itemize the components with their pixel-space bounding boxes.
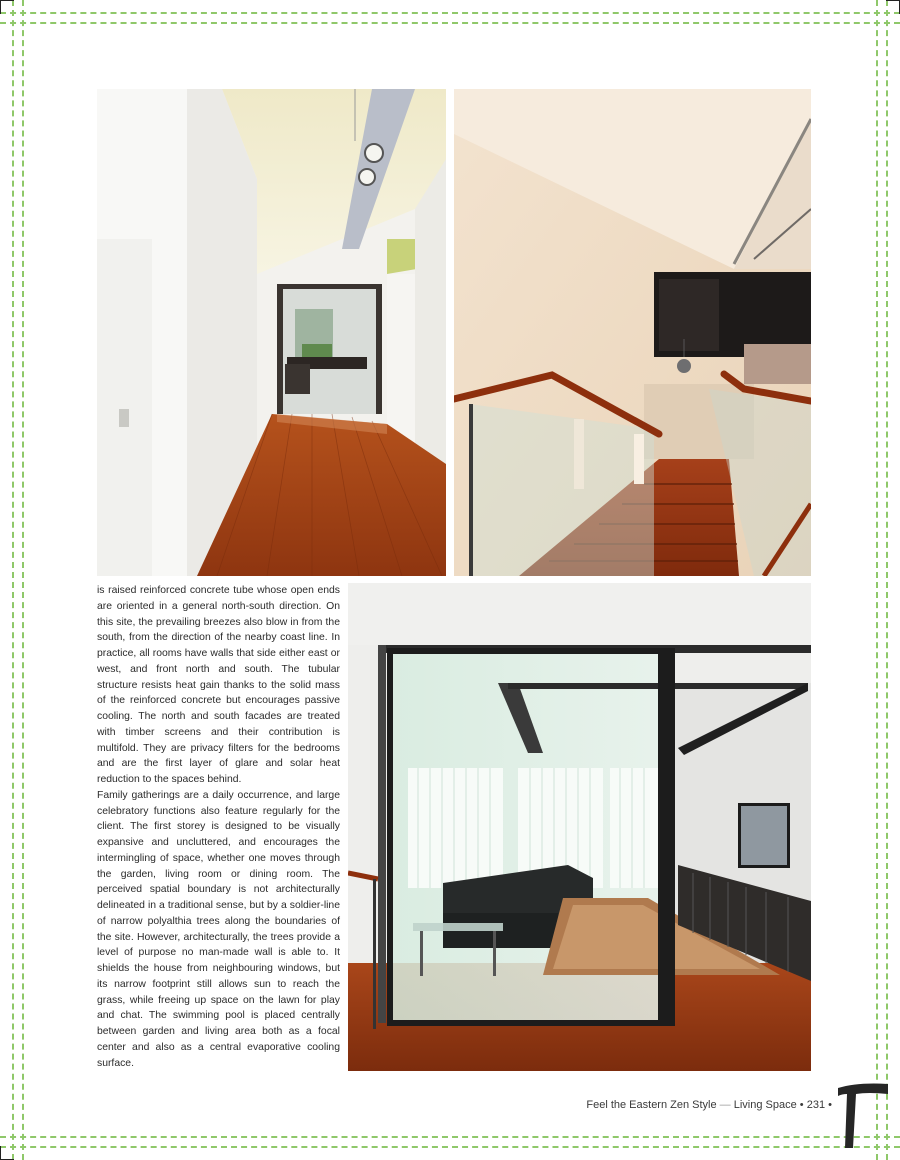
frame-right-outer [886, 0, 888, 1160]
frame-top-outer [0, 12, 900, 14]
footer-trailing-bullet: • [828, 1099, 832, 1111]
footer-section: Living Space [733, 1099, 797, 1111]
corridor-photo [97, 89, 446, 576]
frame-top-inner [0, 22, 900, 24]
staircase-photo [454, 89, 811, 576]
frame-right-inner [876, 0, 878, 1160]
article-paragraph: is raised reinforced concrete tube whose open ends are oriented in a general north-south direction. On this site, the prevailing breezes also blow in from the south, from the direction of the nearby coast line. In practice, all rooms have walls that side either east or west, and front north and south. The tubular structure resists heat gain thanks to the solid mass of the reinforced concrete but encourages passive cooling. The north and south facades are treated with timber screens and their contribution is multifold. They are privacy filters for the bedrooms and are the first layer of glare and solar heat reduction to the spaces behind. [97, 585, 340, 785]
page-footer [586, 1099, 832, 1111]
crop-mark [0, 0, 14, 1]
crop-mark [0, 0, 1, 14]
footer-separator: — [719, 1099, 731, 1111]
frame-left-inner [22, 0, 24, 1160]
article-body [97, 583, 340, 1071]
crop-mark [0, 1146, 1, 1160]
living-room-photo [348, 583, 811, 1071]
footer-bullet: • [799, 1099, 804, 1111]
frame-left-outer [12, 0, 14, 1160]
frame-bottom-outer [0, 1146, 900, 1148]
page-number: 231 [806, 1099, 826, 1111]
article-paragraph: Family gatherings are a daily occurrence, and large celebratory functions also feature regularly for the client. The first storey is designed to be visually expansive and uncluttered, and encourages the intermingling of space, whether one moves through the garden, living room or dining room. The perceived spatial boundary is not architecturally delineated in a traditional sense, but by a soldier-line of narrow polyalthia trees along the boundaries of the site. However, architecturally, the trees provide a level of purpose no man-made wall is able to. It shields the house from neighbouring windows, but its narrow footprint still allows sun to reach the grass, while freeing up space on the lawn for play and chat. The swimming pool is placed centrally between garden and living area both as a focal center and also as a central evaporative cooling surface. [97, 789, 340, 1069]
crop-mark [886, 0, 900, 1]
frame-bottom-inner [0, 1136, 900, 1138]
footer-book-title: Feel the Eastern Zen Style [586, 1099, 717, 1111]
brush-tab-mark [838, 1082, 888, 1148]
